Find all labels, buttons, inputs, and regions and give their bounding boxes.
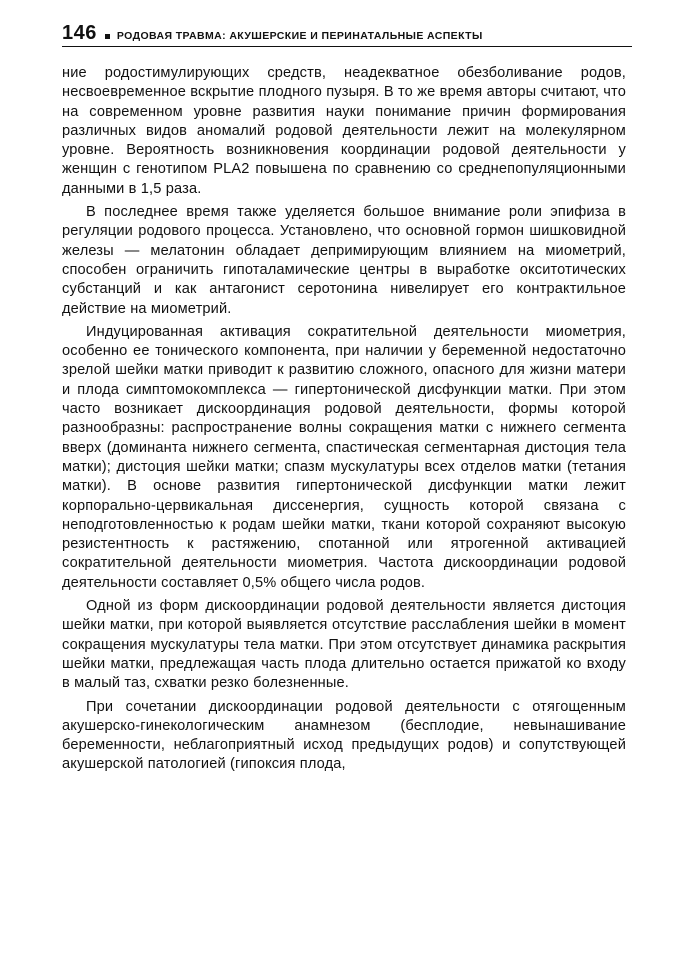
paragraph-2: В последнее время также уделяется большое внимание роли эпифиза в регуляции родового процесса. Установлено, что основной гормон шишковидной железы — мелатонин обладает депримирующим влиянием на миометрий, способен ограничить гипоталамические центры в выработке окситотических субстанций и как антагонист серотонина нивелирует его контрактильное действие на миометрий. [62,204,626,317]
paragraph-4: Одной из форм дискоординации родовой деятельности является дистоция шейки матки, при которой выявляется отсутствие расслабления шейки в момент сокращения мускулатуры тела матки. При этом отсутствует динамика раскрытия шейки матки, предлежащая часть плода длительно остается прижатой ко входу в малый таз, схватки резко болезненные. [62,598,626,692]
running-title: РОДОВАЯ ТРАВМА: АКУШЕРСКИЕ И ПЕРИНАТАЛЬНЫЕ АСПЕКТЫ [116,30,483,42]
header-divider [62,46,632,47]
header-bullet-icon [105,34,110,39]
page-number: 146 [62,22,97,44]
paragraph-1: ние родостимулирующих средств, неадекватное обезболивание родов, несвоевременное вскрытие плодного пузыря. В то же время авторы считают, что на современном уровне развития науки понимание причин формирования различных видов аномалий родовой деятельности лежит на молекулярном уровне. Вероятность возникновения координации родовой деятельности у женщин с генотипом PLA2 повышена по сравнению со среднепопуляционными данными в 1,5 раза. [62,65,626,197]
body-text [62,64,626,779]
paragraph-5: При сочетании дискоординации родовой деятельности с отягощенным акушерско-гинекологическим анамнезом (бесплодие, невынашивание беременности, неблагоприятный исход предыдущих родов) и сопутствующей акушерской патологией (гипоксия плода, [62,698,626,773]
paragraph-3: Индуцированная активация сократительной деятельности миометрия, особенно ее тонического компонента, при наличии у беременной недостаточно зрелой шейки матки приводит к развитию сложного, опасного для жизни матери и плода симптомокомплекса — гипертонической дисфункции матки. При этом часто возникает дискоординация родовой деятельности, формы которой разнообразны: распространение волны сокращения матки с нижнего сегмента вверх (доминанта нижнего сегмента, спастическая сегментарная дистоция тела матки); дистоция шейки матки; спазм мускулатуры всех отделов матки (тетания матки). В основе развития гипертонической дисфункции матки лежит корпорально-цервикальная диссенергия, сущность которой связана с неподготовленностью к родам шейки матки, ткани которой сохраняют высокую резистентность к растяжению, спотанной или ятрогенной активацией сократительной деятельности миометрия. Частота дискоординации родовой деятельности составляет 0,5% общего числа родов. [62,323,626,591]
page-header [62,22,632,44]
